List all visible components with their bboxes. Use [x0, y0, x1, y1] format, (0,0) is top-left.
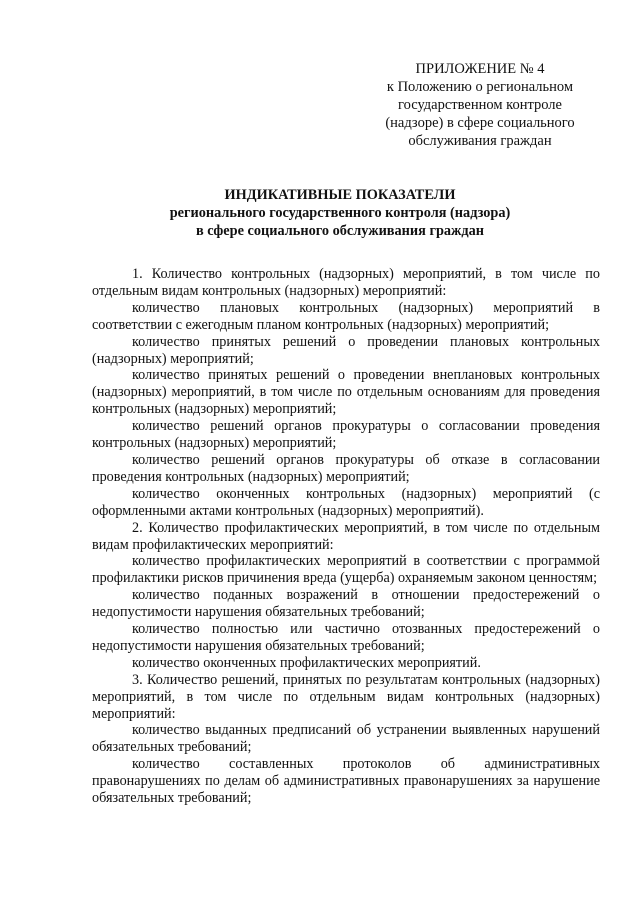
paragraph-4: количество принятых решений о проведении внеплановых контрольных (надзорных) мероприятий, в том числе по отдельным основаниям для проведения контрольных (надзорных) мероприятий; [92, 367, 600, 418]
paragraph-2: количество плановых контрольных (надзорных) мероприятий в соответствии с ежегодным планом контрольных (надзорных) мероприятий; [92, 299, 600, 333]
paragraph-14: количество выданных предписаний об устранении выявленных нарушений обязательных требований; [92, 722, 600, 756]
appendix-number: ПРИЛОЖЕНИЕ № 4 [415, 61, 545, 77]
paragraph-11: количество полностью или частично отозванных предостережений о недопустимости нарушения обязательных требований; [92, 621, 600, 654]
paragraph-7: количество оконченных контрольных (надзорных) мероприятий (с оформленными актами контрольных (надзорных) мероприятий). [92, 485, 600, 519]
title-line-3: в сфере социального обслуживания граждан [195, 223, 485, 239]
appendix-header [360, 60, 600, 150]
document-body [92, 266, 600, 807]
paragraph-3: количество принятых решений о проведении плановых контрольных (надзорных) мероприятий; [92, 333, 600, 367]
paragraph-13: 3. Количество решений, принятых по результатам контрольных (надзорных) мероприятий, в том числе по отдельным видам контрольных (надзорных) мероприятий: [92, 671, 600, 722]
appendix-ref-line-1: к Положению о региональном [386, 79, 574, 95]
appendix-ref-line-4: обслуживания граждан [408, 133, 552, 149]
paragraph-5: количество решений органов прокуратуры о согласовании проведения контрольных (надзорных) мероприятий; [92, 418, 600, 452]
paragraph-1: 1. Количество контрольных (надзорных) мероприятий, в том числе по отдельным видам контрольных (надзорных) мероприятий: [92, 266, 600, 299]
paragraph-10: количество поданных возражений в отношении предостережений о недопустимости нарушения обязательных требований; [92, 587, 600, 621]
paragraph-9: количество профилактических мероприятий в соответствии с программой профилактики рисков причинения вреда (ущерба) охраняемым законом ценностям; [92, 553, 600, 587]
title-line-2: регионального государственного контроля (надзора) [169, 205, 511, 221]
title-line-1: ИНДИКАТИВНЫЕ ПОКАЗАТЕЛИ [224, 187, 456, 203]
paragraph-8: 2. Количество профилактических мероприятий, в том числе по отдельным видам профилактических мероприятий: [92, 519, 600, 553]
paragraph-15: количество составленных протоколов об административных правонарушениях по делам об административных правонарушениях за нарушение обязательных требований; [92, 756, 600, 807]
document-title [60, 186, 620, 240]
paragraph-12: количество оконченных профилактических мероприятий. [132, 654, 481, 671]
paragraph-6: количество решений органов прокуратуры об отказе в согласовании проведения контрольных (надзорных) мероприятий; [92, 451, 600, 485]
appendix-ref-line-2: государственном контроле [398, 97, 562, 113]
appendix-ref-line-3: (надзоре) в сфере социального [385, 115, 575, 131]
